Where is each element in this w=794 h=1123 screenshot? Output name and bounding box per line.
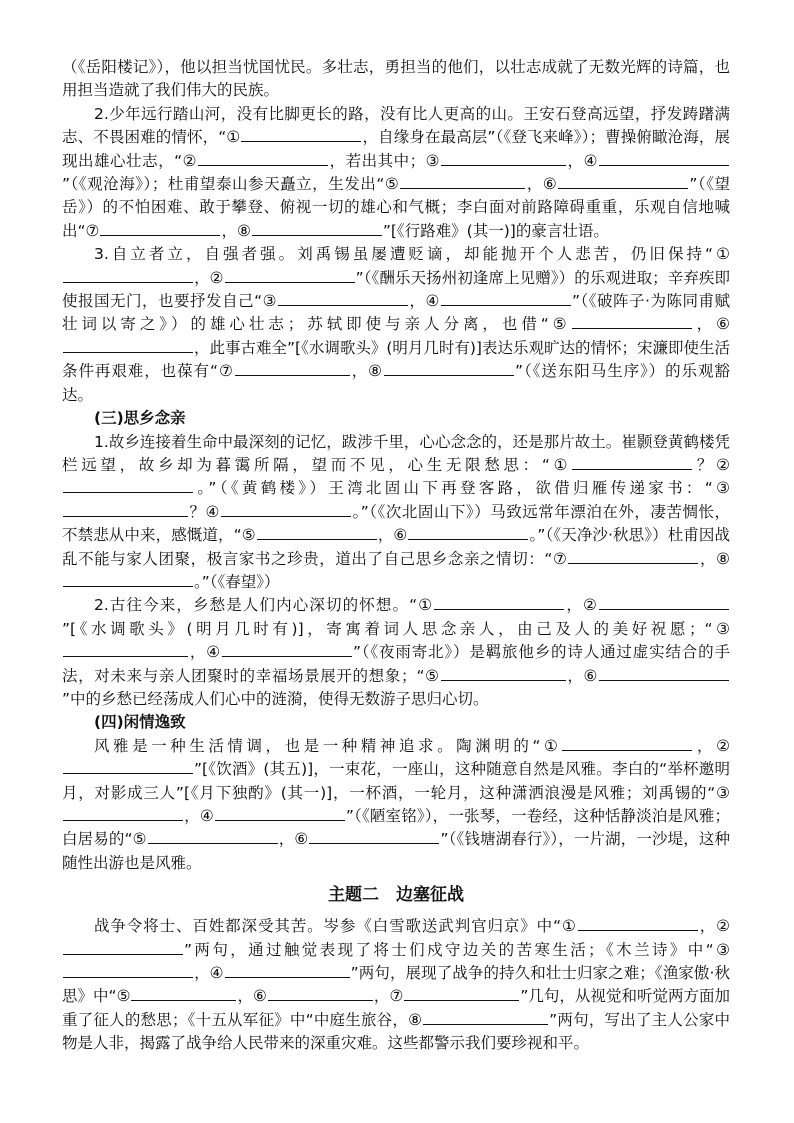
answer-blank[interactable]	[562, 735, 692, 751]
answer-blank[interactable]	[63, 501, 188, 517]
text-span: 战争令将士、百姓都深受其苦。岑参《白雪歌送武判官归京》中“①	[94, 917, 577, 936]
answer-blank[interactable]	[268, 985, 373, 1001]
text-span: ，②	[693, 736, 730, 755]
answer-blank[interactable]	[222, 641, 352, 657]
answer-blank[interactable]	[599, 665, 729, 681]
answer-blank[interactable]	[599, 150, 729, 166]
text-span: ，②	[565, 596, 598, 615]
answer-blank[interactable]	[131, 985, 236, 1001]
text-span: ，⑧	[221, 221, 251, 240]
answer-blank[interactable]	[384, 360, 514, 376]
text-span: 2.古往今来，乡愁是人们内心深切的怀想。“①	[94, 596, 434, 615]
text-span: ，自缘身在最高层”（《登飞来峰》）；曹操俯瞰沧海，展现出雄心壮志，“②	[62, 128, 730, 170]
text-span: ”中的乡愁已经荡成人们心中的涟漪，使得无数游子思归心切。	[62, 689, 489, 708]
answer-blank[interactable]	[578, 915, 698, 931]
paragraph-intro-end: （《岳阳楼记》），他以担当忧国忧民。多壮志，勇担当的他们，以壮志成就了无数光辉的诗篇，也用担当造就了我们伟大的民族。	[62, 58, 730, 100]
answer-blank[interactable]	[400, 173, 525, 189]
text-span: ”几句，从视觉和听觉两方面加重了征人的愁思；《十五从军征》中“中庭生旅谷，⑧	[62, 987, 731, 1029]
text-span: ”（《夜雨寄北》）是羁旅他乡的诗人通过虚实结合的手法，对未来与亲人团聚时的幸福场景展开的想象；“⑤	[62, 643, 730, 685]
answer-blank[interactable]	[221, 501, 351, 517]
text-span: ，④	[189, 643, 221, 662]
answer-blank[interactable]	[257, 524, 377, 540]
text-span: ”[《水调歌头》(明月几时有)]，寄寓着词人思念亲人，由己及人的美好祝愿；“③	[62, 619, 730, 638]
text-span: ”（《送东阳马生序》）的乐观豁达。	[62, 362, 730, 404]
answer-blank[interactable]	[241, 126, 361, 142]
answer-blank[interactable]	[235, 360, 350, 376]
answer-blank[interactable]	[198, 150, 328, 166]
answer-blank[interactable]	[225, 267, 355, 283]
section-heading-leisure: (四)闲情逸致	[94, 713, 186, 732]
answer-blank[interactable]	[148, 828, 278, 844]
answer-blank[interactable]	[568, 548, 698, 564]
text-span: ”（《望岳》）的不怕困难、敢于攀登、俯视一切的雄心和气概；李白面对前路障碍重重，乐观自信地喊出“⑦	[62, 175, 730, 240]
answer-blank[interactable]	[423, 1009, 548, 1025]
text-span: ，④	[567, 151, 598, 170]
answer-blank[interactable]	[215, 805, 345, 821]
text-span: ，⑥	[278, 830, 309, 849]
text-span: 。”（《次北固山下》）马致远常年漂泊在外，凄苦惆怅，不禁悲从中来，感慨道，“⑤	[62, 502, 730, 545]
answer-blank[interactable]	[63, 641, 188, 657]
answer-blank[interactable]	[63, 939, 183, 955]
document-page	[62, 56, 730, 1056]
text-span: 2.少年远行踏山河，没有比脚更长的路，没有比人更高的山。王安石登高远望，抒发踌躇满志、不畏困难的情怀，“①	[62, 104, 730, 147]
text-span: ”两句，写出了主人公家中物是人非，揭露了战争给人民带来的深重灾难。这些都警示我们要珍视和平。	[62, 1010, 730, 1053]
text-span: 风雅是一种生活情调，也是一种精神追求。陶渊明的“①	[94, 736, 562, 755]
answer-blank[interactable]	[599, 594, 729, 610]
paragraph-self-reliance	[62, 243, 730, 407]
text-span: 1.故乡连接着生命中最深刻的记忆，跋涉千里，心心念念的，还是那片故土。崔颢登黄鹤楼凭栏远望，故乡却为暮霭所隔，望而不见，心生无限愁思：“①	[62, 432, 730, 474]
answer-blank[interactable]	[252, 220, 382, 236]
answer-blank[interactable]	[434, 594, 564, 610]
text-span: ，④	[184, 807, 214, 825]
section-heading-homesick: (三)思乡念亲	[94, 409, 186, 428]
answer-blank[interactable]	[309, 828, 439, 844]
text-span: ，④	[409, 292, 440, 311]
paragraph-leisure	[62, 735, 730, 875]
text-span: ，⑦	[373, 987, 404, 1006]
text-span: ？④	[189, 502, 220, 521]
text-span: ，若出其中；③	[329, 151, 441, 170]
text-span: ”两句，展现了战争的持久和壮士归家之难；《渔家傲·秋思》中“⑤	[62, 964, 730, 1006]
answer-blank[interactable]	[225, 962, 350, 978]
answer-blank[interactable]	[63, 337, 193, 353]
text-span: ，⑧	[699, 549, 730, 568]
text-span: ”（《陋室铭》），一张琴，一卷经，这种恬静淡泊是风雅；白居易的“⑤	[62, 807, 730, 849]
answer-blank[interactable]	[404, 985, 519, 1001]
paragraph-frontier-war	[62, 915, 730, 1055]
text-span: 。”（《春望》）	[194, 572, 280, 591]
text-span: ，④	[194, 964, 224, 983]
text-span: ”[《行路难》(其一)]的豪言壮语。	[382, 221, 609, 240]
answer-blank[interactable]	[100, 220, 220, 236]
answer-blank[interactable]	[63, 805, 183, 821]
answer-blank[interactable]	[63, 267, 193, 283]
paragraph-homesick-2	[62, 594, 730, 711]
answer-blank[interactable]	[63, 962, 193, 978]
answer-blank[interactable]	[441, 290, 571, 306]
text-span: ”[《饮酒》(其五)]，一束花，一座山，这种随意自然是风雅。李白的“举杯邀明月，对影成三人”[《月下独酌》(其一)]，一杯酒，一轮月，这种潇洒浪漫是风雅；刘禹锡的“③	[62, 760, 730, 802]
text-span: ”（《观沧海》）；杜甫望泰山参天矗立，生发出“⑤	[62, 175, 400, 194]
text-span: ，⑥	[692, 315, 730, 334]
text-span: 3.自立者立，自强者强。刘禹锡虽屡遭贬谪，却能抛开个人悲苦，仍旧保持“①	[94, 245, 730, 264]
answer-blank[interactable]	[63, 758, 193, 774]
text-span: ，⑧	[350, 362, 384, 381]
answer-blank[interactable]	[408, 524, 528, 540]
answer-blank[interactable]	[441, 150, 566, 166]
text-span: ，②	[194, 268, 224, 287]
text-span: ”（《钱塘湖春行》），一片湖，一沙堤，这种随性出游也是风雅。	[62, 830, 730, 872]
text-span: ，⑥	[566, 666, 598, 685]
answer-blank[interactable]	[441, 665, 566, 681]
answer-blank[interactable]	[572, 454, 692, 470]
answer-blank[interactable]	[572, 313, 692, 329]
text-span: 。”（《黄鹤楼》）王湾北固山下再登客路，欲借归雁传递家书：“③	[194, 479, 730, 498]
text-span: ，②	[698, 917, 730, 936]
text-span: ”两句，通过触觉表现了将士们戍守边关的苦寒生活；《木兰诗》中“③	[184, 940, 730, 959]
text-span: ，⑥	[377, 526, 408, 545]
text-span: 。”（《天净沙·秋思》）杜甫因战乱不能与家人团聚，极言家书之珍贵，道出了自己思乡念亲之情切：“⑦	[62, 526, 730, 568]
text-span: ，此事古难全”[《水调歌头》(明月几时有)]表达乐观旷达的情怀；宋濂即使生活条件再艰难，也葆有“⑦	[62, 338, 730, 381]
paragraph-homesick-1	[62, 431, 730, 595]
text-span: ”（《破阵子·为陈同甫赋壮词以寄之》）的雄心壮志；苏轼即使与亲人分离，也借“⑤	[62, 292, 730, 334]
text-span: ？②	[693, 455, 730, 474]
paragraph-ambition	[62, 103, 730, 243]
answer-blank[interactable]	[558, 173, 688, 189]
topic-title: 主题二 边塞征战	[328, 885, 464, 906]
answer-blank[interactable]	[63, 477, 193, 493]
answer-blank[interactable]	[278, 290, 408, 306]
text-span: ，⑥	[237, 987, 267, 1006]
answer-blank[interactable]	[63, 571, 193, 587]
text-span: ”（《酬乐天扬州初逢席上见赠》）的乐观进取；辛弃疾即使报国无门，也要抒发自己“③	[62, 268, 730, 311]
text-span: ，⑥	[526, 175, 558, 194]
